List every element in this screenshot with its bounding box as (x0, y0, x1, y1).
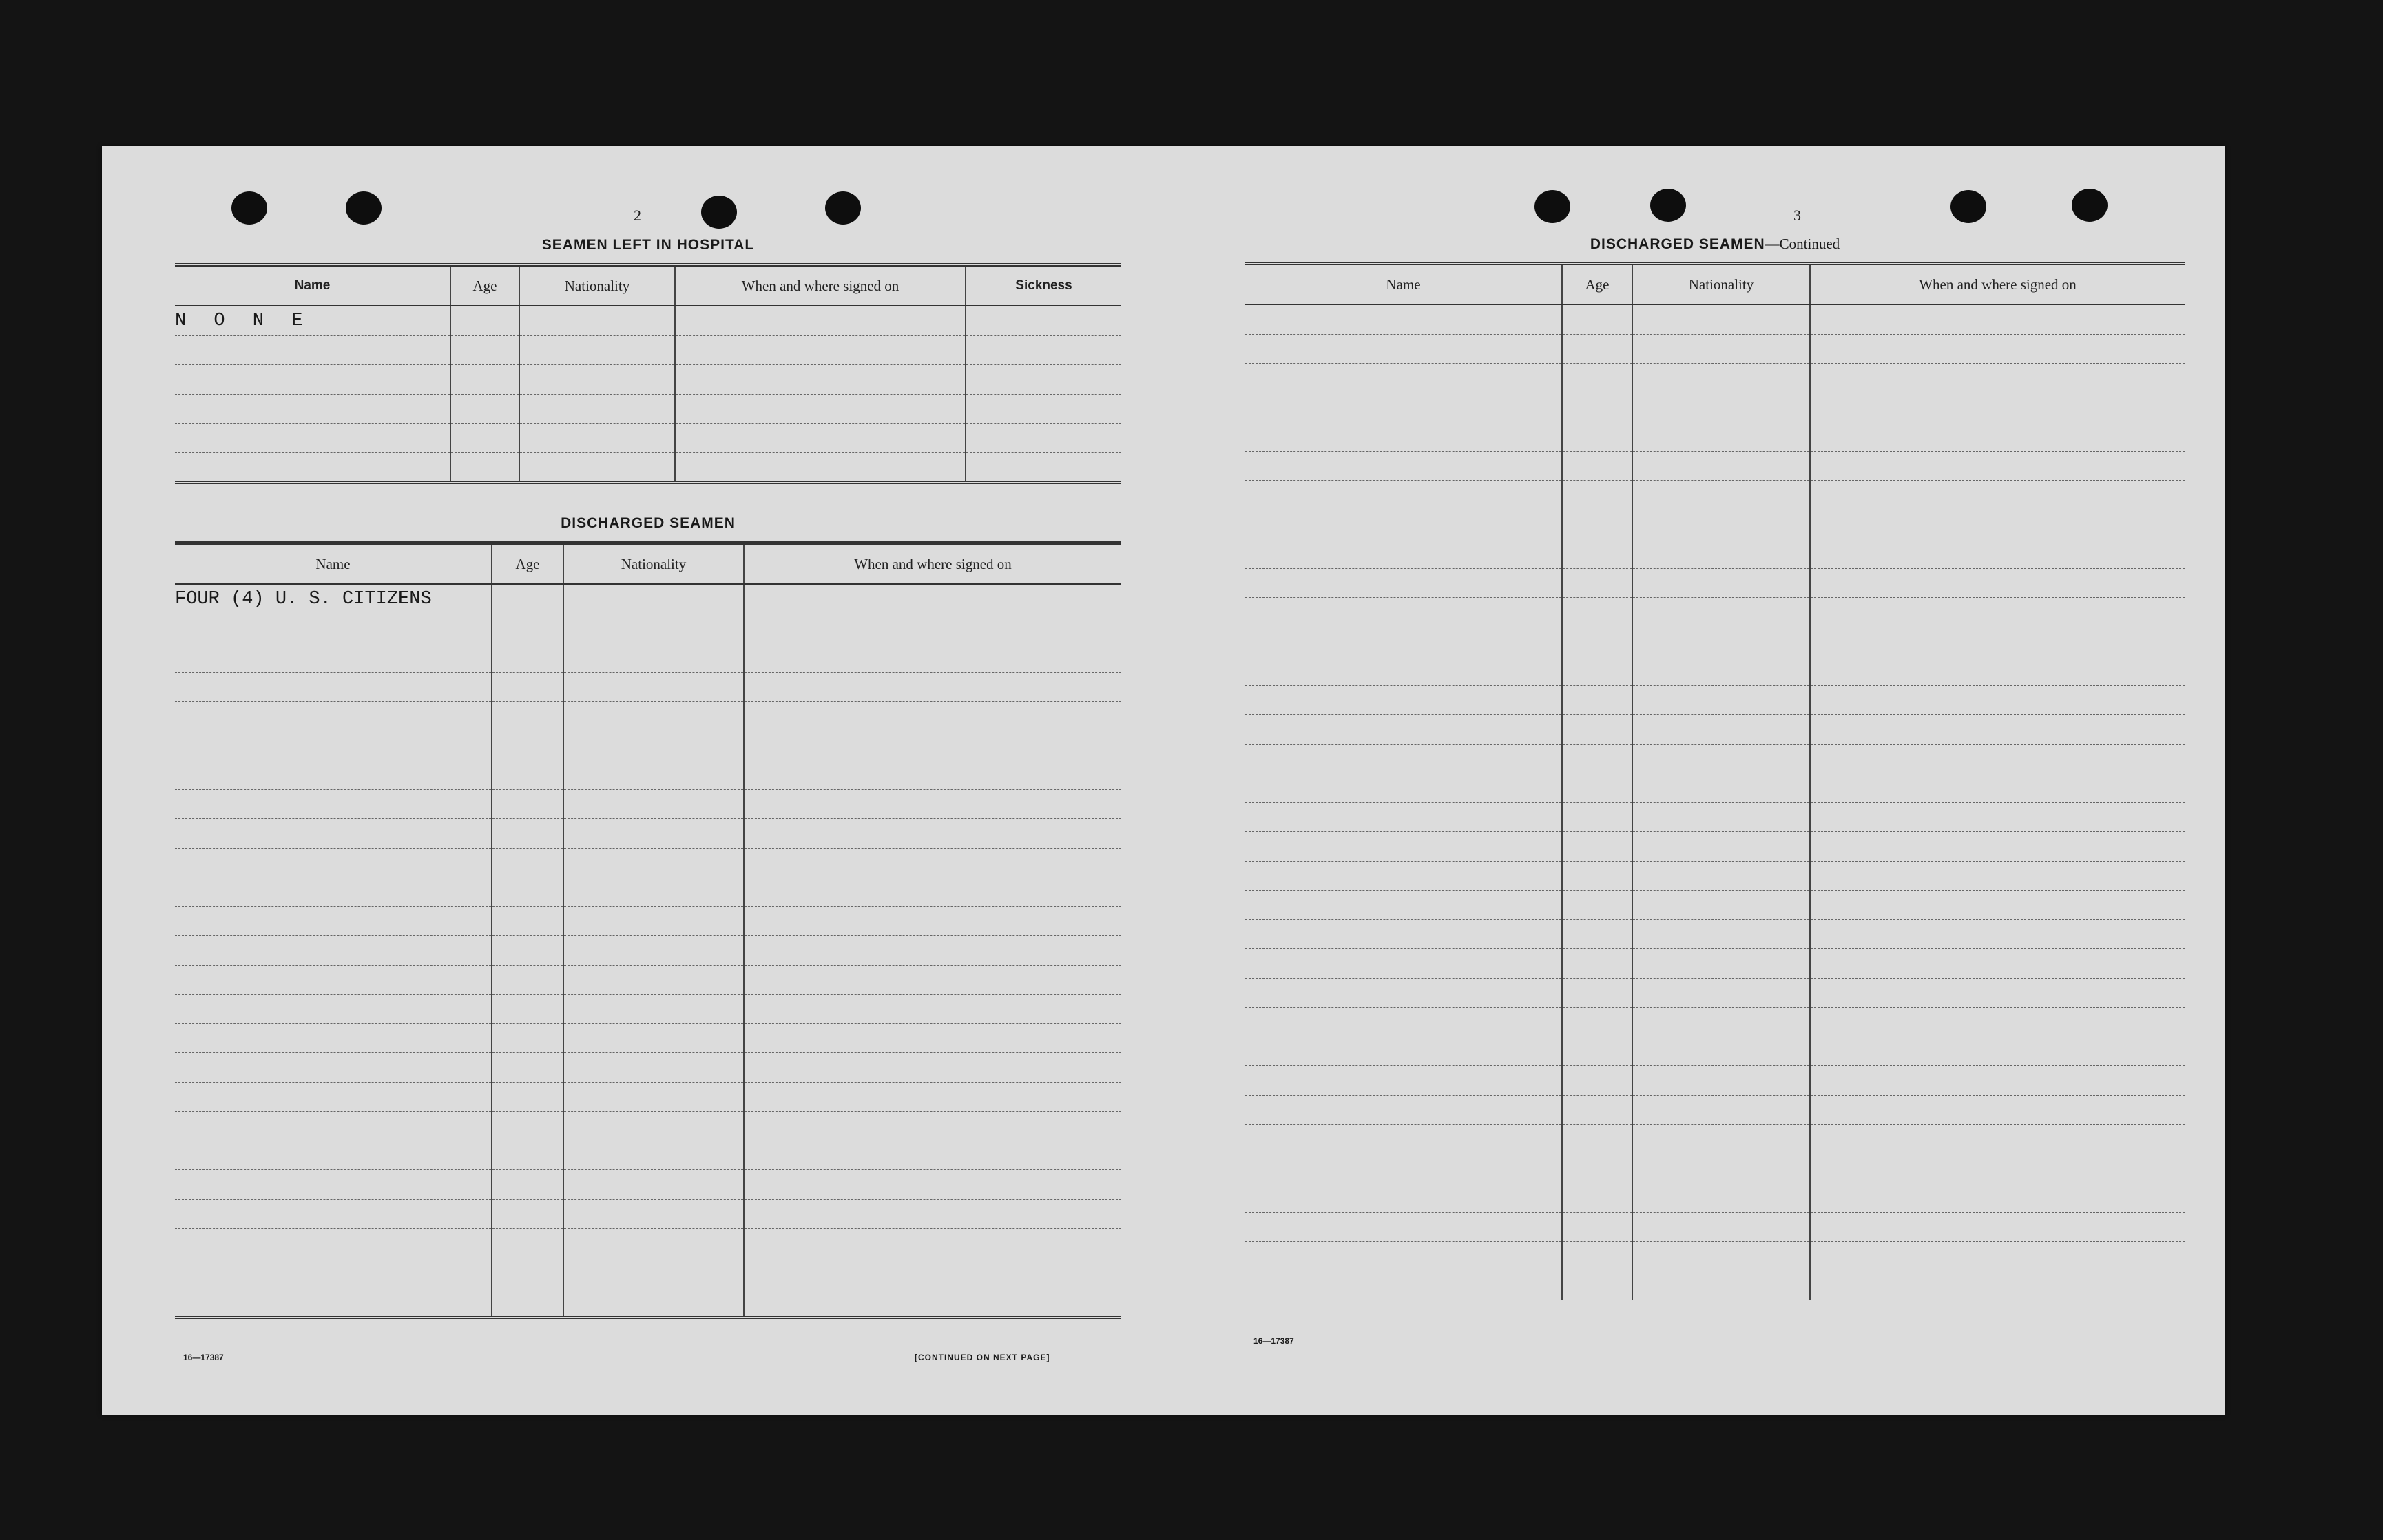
entry-name: N O N E (175, 306, 450, 335)
col-header-signed-on: When and where signed on (675, 265, 966, 306)
table-row (1245, 744, 2185, 773)
table-row (175, 936, 1121, 966)
entry-name: FOUR (4) U. S. CITIZENS (175, 584, 492, 614)
table-row (175, 306, 1121, 335)
table-row (1245, 1066, 2185, 1096)
table-row (175, 848, 1121, 877)
table-row (175, 731, 1121, 760)
table-row (175, 995, 1121, 1024)
table-row (1245, 861, 2185, 891)
table-row (1245, 1095, 2185, 1125)
col-header-signed-on: When and where signed on (1810, 264, 2185, 305)
table-row (1245, 364, 2185, 393)
table-row (175, 906, 1121, 936)
punch-hole (231, 191, 267, 225)
entry-nationality (519, 306, 675, 335)
entry-sickness (966, 306, 1121, 335)
table-row (1245, 919, 2185, 949)
continued-note: [CONTINUED ON NEXT PAGE] (915, 1353, 1050, 1362)
table-row (1245, 1008, 2185, 1037)
table-row (175, 965, 1121, 995)
page-3 (1176, 146, 2225, 1415)
page-number: 2 (634, 207, 641, 224)
discharged-section-title: DISCHARGED SEAMEN (561, 515, 736, 531)
table-row (175, 424, 1121, 453)
table-row (1245, 510, 2185, 539)
page-2 (102, 146, 1176, 1415)
table-row (175, 702, 1121, 731)
table-row (175, 394, 1121, 424)
punch-hole (1950, 190, 1986, 223)
form-number: 16—17387 (1253, 1336, 1294, 1346)
punch-hole (2072, 189, 2108, 222)
entry-age (492, 584, 563, 614)
col-header-signed-on: When and where signed on (744, 543, 1121, 585)
table-row (1245, 598, 2185, 627)
table-row (175, 452, 1121, 483)
table-row (1245, 949, 2185, 979)
table-row (175, 584, 1121, 614)
table-row (1245, 1242, 2185, 1271)
col-header-nationality: Nationality (563, 543, 744, 585)
table-row (1245, 539, 2185, 569)
col-header-nationality: Nationality (519, 265, 675, 306)
table-row (175, 789, 1121, 819)
table-row (1245, 715, 2185, 745)
table-row (1245, 1271, 2185, 1301)
punch-hole (346, 191, 382, 225)
table-row (1245, 451, 2185, 481)
title-suffix: —Continued (1765, 236, 1840, 252)
col-header-name: Name (1245, 264, 1562, 305)
table-row (1245, 393, 2185, 422)
entry-age (450, 306, 519, 335)
table-row (1245, 334, 2185, 364)
form-number: 16—17387 (183, 1353, 224, 1362)
table-row (175, 760, 1121, 790)
table-row (1245, 656, 2185, 686)
table-row (175, 819, 1121, 849)
discharged-continued-table (1245, 262, 2185, 1302)
table-row (175, 643, 1121, 673)
table-row (175, 1287, 1121, 1318)
hospital-section-title: SEAMEN LEFT IN HOSPITAL (541, 237, 755, 253)
table-row (1245, 1125, 2185, 1154)
table-row (175, 1112, 1121, 1141)
punch-hole (1650, 189, 1686, 222)
document-sheet (102, 146, 2225, 1415)
table-row (175, 1053, 1121, 1083)
punch-hole (1534, 190, 1570, 223)
col-header-name: Name (175, 543, 492, 585)
table-row (1245, 422, 2185, 452)
entry-nationality (563, 584, 744, 614)
table-row (1245, 891, 2185, 920)
hospital-table (175, 263, 1121, 484)
col-header-nationality: Nationality (1632, 264, 1810, 305)
col-header-age: Age (492, 543, 563, 585)
table-row (175, 1082, 1121, 1112)
table-row (1245, 1212, 2185, 1242)
col-header-age: Age (450, 265, 519, 306)
table-row (175, 1229, 1121, 1258)
table-row (175, 1170, 1121, 1200)
table-row (175, 1141, 1121, 1170)
table-row (175, 365, 1121, 395)
entry-signed-on (675, 306, 966, 335)
table-row (175, 614, 1121, 643)
table-row (1245, 685, 2185, 715)
title-text: DISCHARGED SEAMEN (1590, 236, 1765, 252)
col-header-sickness: Sickness (966, 265, 1121, 306)
table-row (175, 335, 1121, 365)
discharged-continued-title (1245, 236, 2185, 253)
table-row (1245, 802, 2185, 832)
table-row (1245, 568, 2185, 598)
punch-hole (825, 191, 861, 225)
table-row (1245, 1037, 2185, 1066)
table-row (1245, 832, 2185, 862)
table-row (175, 1199, 1121, 1229)
page-number: 3 (1793, 207, 1801, 224)
entry-signed-on (744, 584, 1121, 614)
discharged-table (175, 541, 1121, 1319)
punch-hole (701, 196, 737, 229)
table-row (1245, 1154, 2185, 1183)
table-row (175, 1258, 1121, 1287)
table-row (1245, 978, 2185, 1008)
table-row (1245, 1183, 2185, 1213)
table-row (1245, 773, 2185, 803)
table-row (1245, 481, 2185, 510)
col-header-name: Name (175, 265, 450, 306)
table-row (175, 1023, 1121, 1053)
col-header-age: Age (1562, 264, 1632, 305)
table-row (175, 877, 1121, 907)
table-row (1245, 304, 2185, 334)
table-row (1245, 627, 2185, 656)
table-row (175, 672, 1121, 702)
